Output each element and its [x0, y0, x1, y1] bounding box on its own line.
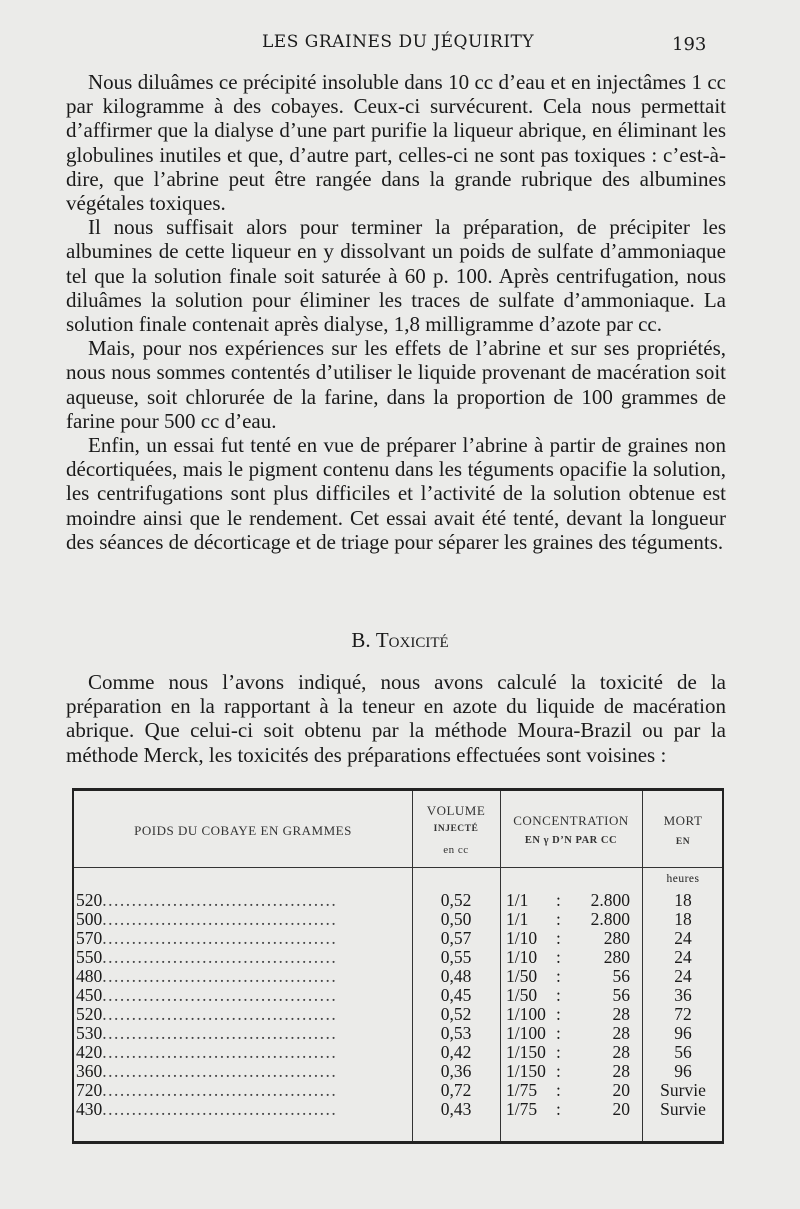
cell-weight	[74, 986, 414, 1005]
cell-death: 24	[674, 966, 692, 986]
running-title: LES GRAINES DU JÉQUIRITY	[262, 32, 535, 52]
header-concentration: CONCENTRATION	[513, 813, 629, 828]
cell-concentration	[506, 1100, 642, 1119]
dilution-value: 28	[612, 1042, 630, 1062]
weight-value: 520	[76, 891, 103, 910]
leader-dots: ........................................	[102, 891, 338, 910]
paragraph-4: Enfin, un essai fut tenté en vue de préparer l’abrine à partir de graines non décortiquées, mais le pigment contenu dans les téguments opacifie la solution, les centrifugations sont plus difficiles et l’activité de la solution obtenue est moindre ainsi que le rendement. Cet essai avait été tenté, devant la longueur des séances de décorticage et de triage pour séparer les graines des téguments.	[66, 433, 726, 554]
dilution-value: 280	[603, 947, 630, 967]
ratio-value: 1/10	[506, 947, 538, 967]
header-death: MORT	[663, 813, 703, 828]
cell-weight	[74, 1062, 414, 1081]
weight-value: 570	[76, 929, 103, 948]
cell-death: 96	[674, 1061, 692, 1081]
dilution-value: 280	[603, 928, 630, 948]
cell-volume: 0,72	[440, 1080, 472, 1100]
separator: :	[556, 1061, 561, 1081]
cell-volume: 0,45	[440, 985, 472, 1005]
ratio-value: 1/75	[506, 1080, 538, 1100]
separator: :	[556, 890, 561, 910]
cell-volume: 0,42	[440, 1042, 472, 1062]
leader-dots: ........................................	[102, 986, 338, 1005]
separator: :	[556, 1042, 561, 1062]
table-row	[74, 1043, 722, 1062]
separator: :	[556, 966, 561, 986]
leader-dots: ........................................	[102, 1081, 338, 1100]
dilution-value: 2.800	[590, 890, 630, 910]
cell-weight	[74, 1043, 414, 1062]
leader-dots: ........................................	[102, 1024, 338, 1043]
dilution-value: 28	[612, 1004, 630, 1024]
cell-volume: 0,50	[440, 909, 472, 929]
table-row	[74, 948, 722, 967]
cell-volume: 0,52	[440, 890, 472, 910]
separator: :	[556, 1023, 561, 1043]
cell-concentration	[506, 929, 642, 948]
toxicity-table	[72, 788, 724, 1144]
paragraph-3: Mais, pour nos expériences sur les effets de l’abrine et sur ses propriétés, nous nous sommes contentés d’utiliser le liquide provenant de macération soit aqueuse, soit chlorurée de la farine, dans la proportion de 100 grammes de farine pour 500 cc d’eau.	[66, 336, 726, 433]
cell-death: Survie	[660, 1080, 706, 1100]
table-row	[74, 910, 722, 929]
cell-weight	[74, 910, 414, 929]
separator: :	[556, 909, 561, 929]
cell-concentration	[506, 1043, 642, 1062]
cell-volume: 0,36	[440, 1061, 472, 1081]
cell-death: 18	[674, 909, 692, 929]
header-volume-unit: en cc	[443, 844, 469, 856]
cell-weight	[74, 929, 414, 948]
dilution-value: 28	[612, 1023, 630, 1043]
separator: :	[556, 985, 561, 1005]
cell-volume: 0,55	[440, 947, 472, 967]
ratio-value: 1/1	[506, 909, 529, 929]
ratio-value: 1/100	[506, 1004, 546, 1024]
cell-weight	[74, 891, 414, 910]
ratio-value: 1/75	[506, 1099, 538, 1119]
paragraph-1: Nous diluâmes ce précipité insoluble dans 10 cc d’eau et en injectâmes 1 cc par kilogramme à des cobayes. Ceux-ci survécurent. Cela nous permettait d’affirmer que la dialyse d’une part purifie la liqueur abrique, en éliminant les globulines inutiles et que, d’autre part, celles-ci ne sont pas toxiques : c’est-à-dire, que l’abrine peut être rangée dans la grande rubrique des albumines végétales toxiques.	[66, 70, 726, 216]
section-letter: B.	[351, 628, 371, 652]
cell-concentration	[506, 910, 642, 929]
header-divider	[74, 867, 722, 868]
cell-concentration	[506, 967, 642, 986]
cell-concentration	[506, 1024, 642, 1043]
table-row	[74, 929, 722, 948]
cell-volume: 0,43	[440, 1099, 472, 1119]
cell-weight	[74, 948, 414, 967]
ratio-value: 1/50	[506, 985, 538, 1005]
header-death-unit: heures	[666, 873, 700, 885]
weight-value: 530	[76, 1024, 103, 1043]
cell-concentration	[506, 1062, 642, 1081]
ratio-value: 1/150	[506, 1042, 546, 1062]
page-number: 193	[672, 34, 707, 55]
header-weight: POIDS DU COBAYE EN GRAMMES	[134, 823, 352, 838]
cell-death: 18	[674, 890, 692, 910]
intro-paragraph: Comme nous l’avons indiqué, nous avons calculé la toxicité de la préparation en la rapportant à la teneur en azote du liquide de macération abrique. Que celui-ci soit obtenu par la méthode Moura-Brazil ou par la méthode Merck, les toxicités des préparations effectuées sont voisines :	[66, 670, 726, 767]
weight-value: 550	[76, 948, 103, 967]
dilution-value: 28	[612, 1061, 630, 1081]
header-concentration-unit: EN γ D’N PAR CC	[524, 835, 618, 846]
section-heading	[0, 628, 800, 653]
table-row	[74, 967, 722, 986]
table-row	[74, 1100, 722, 1119]
table-row	[74, 1081, 722, 1100]
separator: :	[556, 1004, 561, 1024]
cell-weight	[74, 1024, 414, 1043]
weight-value: 450	[76, 986, 103, 1005]
cell-volume: 0,53	[440, 1023, 472, 1043]
ratio-value: 1/50	[506, 966, 538, 986]
table-row	[74, 1005, 722, 1024]
ratio-value: 1/150	[506, 1061, 546, 1081]
table-row	[74, 891, 722, 910]
separator: :	[556, 928, 561, 948]
leader-dots: ........................................	[102, 1005, 338, 1024]
weight-value: 420	[76, 1043, 103, 1062]
cell-weight	[74, 1081, 414, 1100]
dilution-value: 20	[612, 1080, 630, 1100]
leader-dots: ........................................	[102, 929, 338, 948]
separator: :	[556, 1099, 561, 1119]
cell-concentration	[506, 1081, 642, 1100]
header-volume: VOLUME	[426, 803, 486, 818]
separator: :	[556, 1080, 561, 1100]
ratio-value: 1/10	[506, 928, 538, 948]
weight-value: 720	[76, 1081, 103, 1100]
table-row	[74, 986, 722, 1005]
weight-value: 500	[76, 910, 103, 929]
cell-death: 36	[674, 985, 692, 1005]
leader-dots: ........................................	[102, 910, 338, 929]
cell-death: 24	[674, 928, 692, 948]
cell-death: 96	[674, 1023, 692, 1043]
cell-concentration	[506, 1005, 642, 1024]
cell-volume: 0,52	[440, 1004, 472, 1024]
running-head	[0, 30, 800, 60]
section-title: Toxicité	[375, 628, 449, 652]
leader-dots: ........................................	[102, 1043, 338, 1062]
paragraph-2: Il nous suffisait alors pour terminer la préparation, de précipiter les albumines de cette liqueur en y dissolvant un poids de sulfate d’ammoniaque tel que la solution finale soit saturée à 60 p. 100. Après centrifugation, nous diluâmes la solution pour éliminer les traces de sulfate d’ammoniaque. La solution finale contenait après dialyse, 1,8 milligramme d’azote par cc.	[66, 215, 726, 337]
weight-value: 480	[76, 967, 103, 986]
cell-concentration	[506, 948, 642, 967]
cell-weight	[74, 1100, 414, 1119]
cell-death: 56	[674, 1042, 692, 1062]
body-text	[66, 70, 726, 554]
cell-weight	[74, 967, 414, 986]
ratio-value: 1/100	[506, 1023, 546, 1043]
cell-death: 72	[674, 1004, 692, 1024]
leader-dots: ........................................	[102, 948, 338, 967]
header-volume-injected: INJECTÉ	[433, 824, 479, 834]
leader-dots: ........................................	[102, 1100, 338, 1119]
weight-value: 520	[76, 1005, 103, 1024]
cell-weight	[74, 1005, 414, 1024]
cell-volume: 0,48	[440, 966, 472, 986]
cell-concentration	[506, 986, 642, 1005]
cell-death: Survie	[660, 1099, 706, 1119]
intro-text	[66, 670, 726, 767]
leader-dots: ........................................	[102, 1062, 338, 1081]
weight-value: 430	[76, 1100, 103, 1119]
dilution-value: 2.800	[590, 909, 630, 929]
separator: :	[556, 947, 561, 967]
dilution-value: 20	[612, 1099, 630, 1119]
dilution-value: 56	[612, 966, 630, 986]
cell-volume: 0,57	[440, 928, 472, 948]
ratio-value: 1/1	[506, 890, 529, 910]
table-row	[74, 1062, 722, 1081]
leader-dots: ........................................	[102, 967, 338, 986]
weight-value: 360	[76, 1062, 103, 1081]
cell-death: 24	[674, 947, 692, 967]
cell-concentration	[506, 891, 642, 910]
table-row	[74, 1024, 722, 1043]
dilution-value: 56	[612, 985, 630, 1005]
header-death-in: EN	[675, 837, 691, 847]
